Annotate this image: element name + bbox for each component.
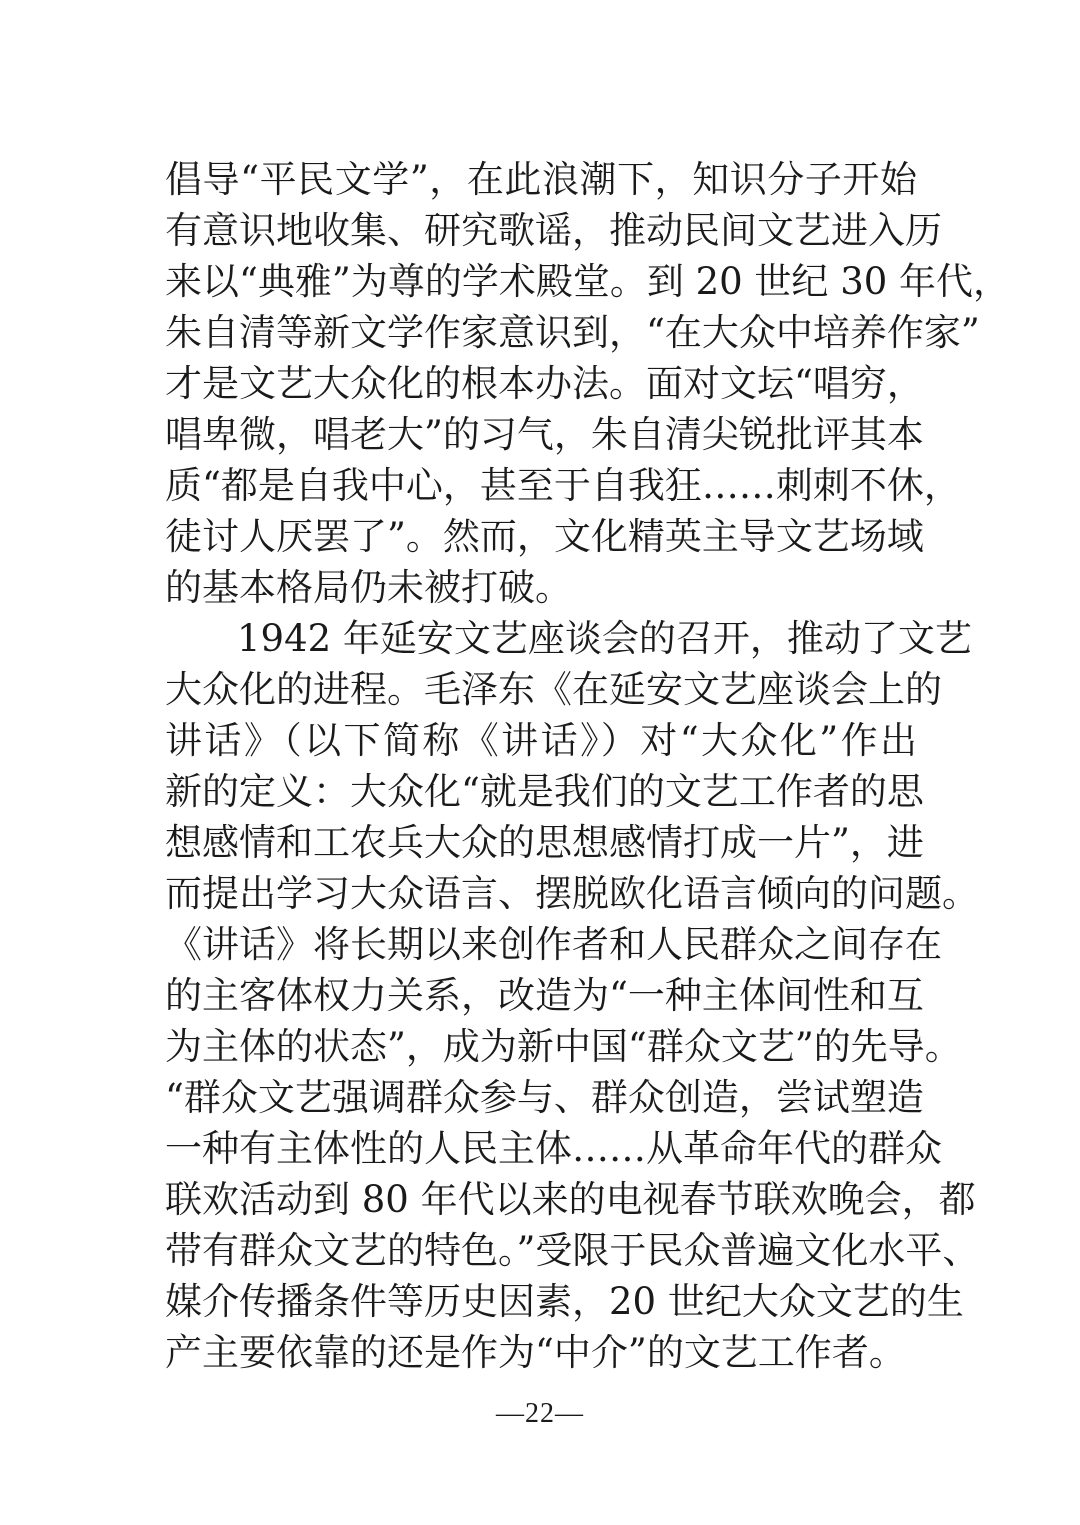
paragraph-2 <box>165 613 980 1378</box>
text-line: 产主要依靠的还是作为“中介”的文艺工作者。 <box>165 1331 906 1374</box>
text-line: 1942 年延安文艺座谈会的召开，推动了文艺 <box>237 617 972 660</box>
text-line: 唱卑微，唱老大”的习气，朱自清尖锐批评其本 <box>165 413 924 456</box>
text-line: 《讲话》将长期以来创作者和人民群众之间存在 <box>165 923 942 966</box>
text-line: 来以“典雅”为尊的学术殿堂。到 20 世纪 30 年代， <box>165 260 1011 303</box>
text-line: 质“都是自我中心，甚至于自我狂……刺刺不休， <box>165 464 961 507</box>
text-line: 朱自清等新文学作家意识到，“在大众中培养作家” <box>165 311 980 354</box>
text-line: 一种有主体性的人民主体……从革命年代的群众 <box>165 1127 942 1170</box>
text-line: 才是文艺大众化的根本办法。面对文坛“唱穷， <box>165 362 924 405</box>
text-line: 为主体的状态”，成为新中国“群众文艺”的先导。 <box>165 1025 962 1068</box>
text-line: 新的定义：大众化“就是我们的文艺工作者的思 <box>165 770 924 813</box>
text-line: 徒讨人厌罢了”。然而，文化精英主导文艺场域 <box>165 515 924 558</box>
text-line: 的主客体权力关系，改造为“一种主体间性和互 <box>165 974 924 1017</box>
text-line: 倡导“平民文学”，在此浪潮下，知识分子开始 <box>165 158 917 201</box>
text-line: 而提出学习大众语言、摆脱欧化语言倾向的问题。 <box>165 872 979 915</box>
text-line: 带有群众文艺的特色。”受限于民众普遍文化水平、 <box>165 1229 980 1272</box>
text-line: 讲话》（以下简称《讲话》）对“大众化”作出 <box>165 719 917 762</box>
text-line: 有意识地收集、研究歌谣，推动民间文艺进入历 <box>165 209 942 252</box>
page-number: —22— <box>496 1398 584 1429</box>
text-line: 联欢活动到 80 年代以来的电视春节联欢晚会，都 <box>165 1178 976 1221</box>
text-line: 的基本格局仍未被打破。 <box>165 566 572 609</box>
body-text <box>165 154 1011 1378</box>
text-line: 大众化的进程。毛泽东《在延安文艺座谈会上的 <box>165 668 942 711</box>
text-line: “群众文艺强调群众参与、群众创造，尝试塑造 <box>165 1076 924 1119</box>
text-line: 想感情和工农兵大众的思想感情打成一片”，进 <box>165 821 924 864</box>
text-line: 媒介传播条件等历史因素，20 世纪大众文艺的生 <box>165 1280 964 1323</box>
paragraph-1 <box>165 154 1011 613</box>
